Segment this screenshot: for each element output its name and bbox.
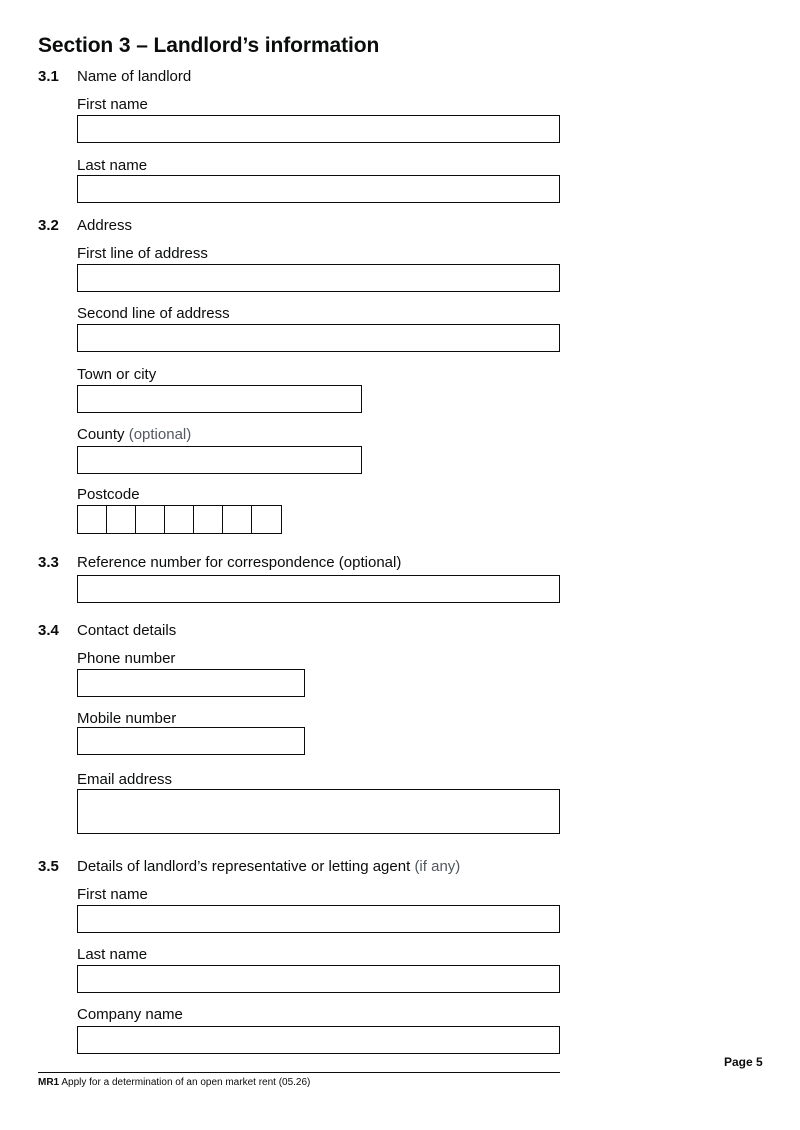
mobile-number-label: Mobile number [77, 710, 177, 727]
address-line2-label: Second line of address [77, 305, 230, 322]
question-number-3-4: 3.4 [38, 622, 59, 639]
town-label: Town or city [77, 366, 157, 383]
footer-divider [38, 1072, 560, 1073]
town-field[interactable] [77, 385, 362, 413]
question-number-3-5: 3.5 [38, 858, 59, 875]
reference-number-field[interactable] [77, 575, 560, 603]
postcode-boxes [77, 505, 280, 534]
postcode-char-box[interactable] [77, 505, 108, 534]
question-label-contact-details: Contact details [77, 622, 177, 639]
email-address-field[interactable] [77, 789, 560, 834]
representative-first-name-label: First name [77, 886, 148, 903]
postcode-char-box[interactable] [164, 505, 195, 534]
email-address-label: Email address [77, 771, 173, 788]
landlord-first-name-label: First name [77, 96, 148, 113]
question-label-reference-number: Reference number for correspondence (optional) [77, 554, 402, 571]
representative-label-text: Details of landlord’s representative or letting agent [77, 858, 411, 875]
address-line2-field[interactable] [77, 324, 560, 352]
postcode-label: Postcode [77, 486, 140, 503]
postcode-char-box[interactable] [135, 505, 166, 534]
question-label-landlord-name: Name of landlord [77, 68, 192, 85]
county-field[interactable] [77, 446, 362, 474]
address-line1-label: First line of address [77, 245, 208, 262]
question-label-address: Address [77, 217, 133, 234]
company-name-field[interactable] [77, 1026, 560, 1054]
section-title: Section 3 – Landlord’s information [38, 34, 380, 57]
landlord-last-name-field[interactable] [77, 175, 560, 203]
postcode-char-box[interactable] [222, 505, 253, 534]
representative-last-name-field[interactable] [77, 965, 560, 993]
phone-number-field[interactable] [77, 669, 305, 697]
footer-text [38, 1077, 310, 1088]
question-number-3-3: 3.3 [38, 554, 59, 571]
representative-last-name-label: Last name [77, 946, 148, 963]
postcode-char-box[interactable] [251, 505, 282, 534]
form-title: Apply for a determination of an open market rent (05.26) [61, 1077, 311, 1088]
company-name-label: Company name [77, 1006, 183, 1023]
question-label-representative [77, 858, 460, 875]
county-label-text: County [77, 426, 125, 443]
postcode-char-box[interactable] [106, 505, 137, 534]
county-optional-text: (optional) [128, 426, 192, 443]
representative-first-name-field[interactable] [77, 905, 560, 933]
question-number-3-1: 3.1 [38, 68, 59, 85]
form-code: MR1 [38, 1077, 60, 1088]
landlord-first-name-field[interactable] [77, 115, 560, 143]
phone-number-label: Phone number [77, 650, 176, 667]
address-line1-field[interactable] [77, 264, 560, 292]
mobile-number-field[interactable] [77, 727, 305, 755]
postcode-char-box[interactable] [193, 505, 224, 534]
landlord-last-name-label: Last name [77, 157, 148, 174]
question-number-3-2: 3.2 [38, 217, 59, 234]
county-label [77, 426, 191, 443]
representative-if-any-text: (if any) [414, 858, 461, 875]
page-number: Page 5 [724, 1055, 763, 1069]
